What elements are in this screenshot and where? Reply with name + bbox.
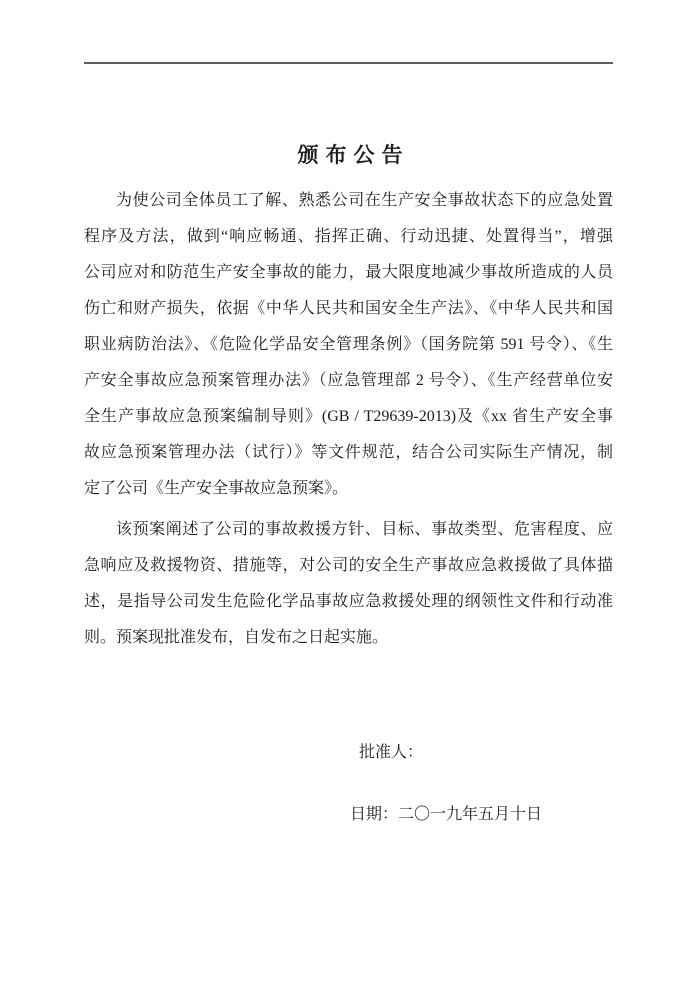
paragraph-line: 产安全事故应急预案管理办法》（应急管理部 2 号令）、《生产经营单位安 xyxy=(84,372,613,389)
paragraph-line: 伤亡和财产损失，依据《中华人民共和国安全生产法》、《中华人民共和国 xyxy=(84,300,613,317)
paragraph xyxy=(84,183,613,507)
paragraph-line: 职业病防治法》、《危险化学品安全管理条例》（国务院第 591 号令）、《生 xyxy=(84,336,613,353)
paragraph-line: 全生产事故应急预案编制导则》(GB / T29639-2013)及《xx 省生产安全事 xyxy=(84,408,613,425)
paragraph-line: 则。预案现批准发布，自发布之日起实施。 xyxy=(84,629,389,646)
approver-line: 批准人： xyxy=(359,744,424,761)
page-title: 颁布公告 xyxy=(297,143,410,167)
paragraphs-container xyxy=(84,183,613,656)
paragraph-line: 急响应及救援物资、措施等，对公司的安全生产事故应急救援做了具体描 xyxy=(84,557,613,574)
paragraph-line: 述，是指导公司发生危险化学品事故应急救援处理的纲领性文件和行动准 xyxy=(84,593,613,610)
document-body xyxy=(84,183,613,833)
paragraph xyxy=(84,512,613,656)
header-rule xyxy=(84,62,613,64)
paragraph-line: 为使公司全体员工了解、熟悉公司在生产安全事故状态下的应急处置 xyxy=(116,192,613,209)
date-line: 日期：二〇一九年五月十日 xyxy=(350,806,543,823)
paragraph-line: 程序及方法，做到“响应畅通、指挥正确、行动迅捷、处置得当”，增强 xyxy=(84,228,613,245)
paragraph-line: 公司应对和防范生产安全事故的能力，最大限度地减少事故所造成的人员 xyxy=(84,264,613,281)
paragraph-line: 定了公司《生产安全事故应急预案》。 xyxy=(84,480,349,497)
paragraph-line: 故应急预案管理办法（试行）》等文件规范，结合公司实际生产情况，制 xyxy=(84,444,613,461)
paragraph-line: 该预案阐述了公司的事故救援方针、目标、事故类型、危害程度、应 xyxy=(116,521,613,538)
